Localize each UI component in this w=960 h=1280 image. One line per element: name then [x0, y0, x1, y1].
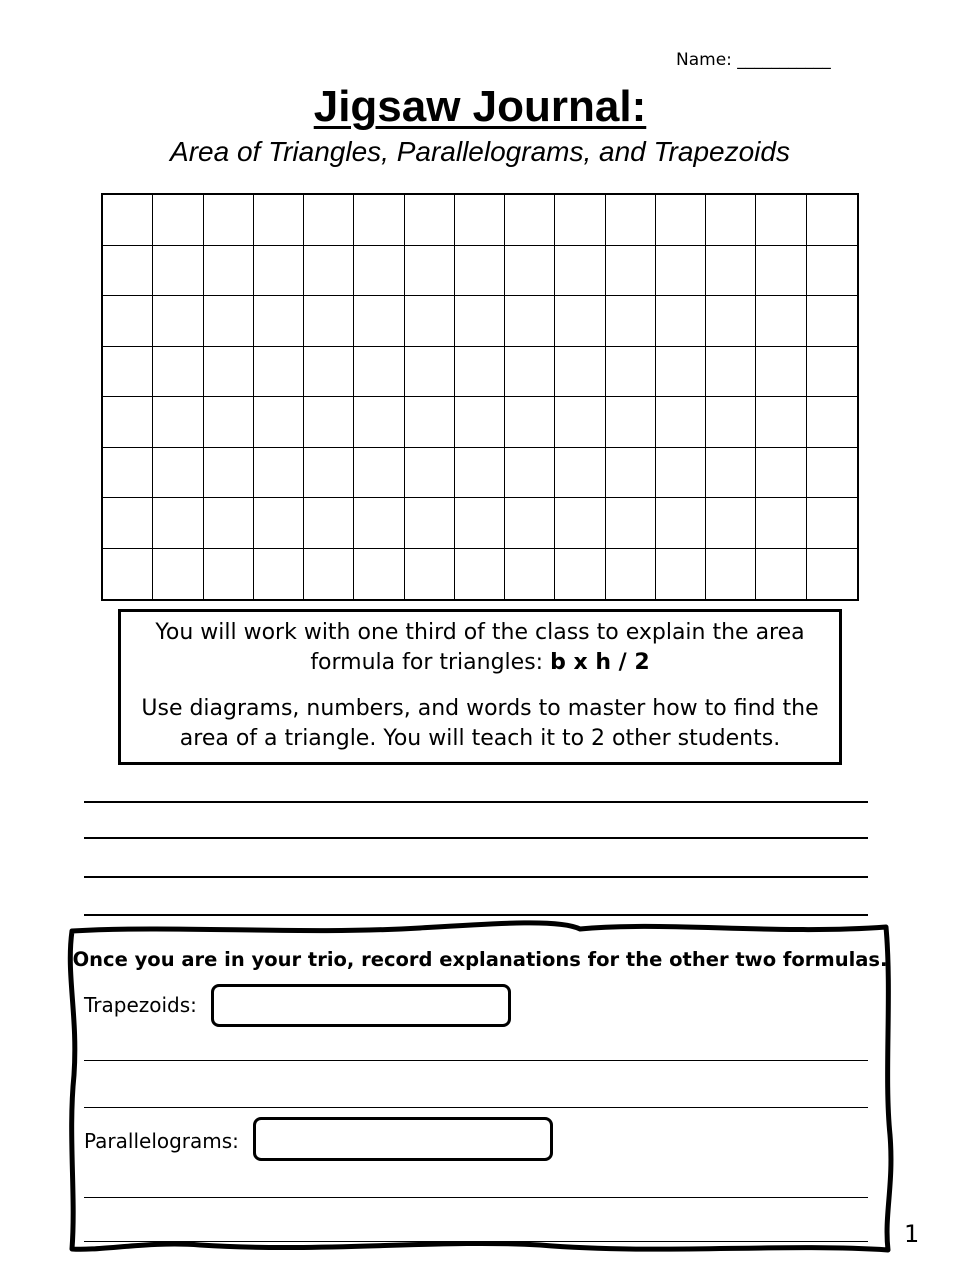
trapezoids-line-1[interactable] [84, 1060, 868, 1061]
grid-cell[interactable] [756, 195, 806, 246]
grid-cell[interactable] [656, 498, 706, 549]
grid-cell[interactable] [354, 549, 404, 600]
grid-cell[interactable] [706, 397, 756, 448]
grid-cell[interactable] [354, 246, 404, 297]
page-number: 1 [904, 1220, 920, 1248]
grid-cell[interactable] [204, 498, 254, 549]
trapezoids-line-2[interactable] [84, 1107, 868, 1108]
grid-cell[interactable] [505, 448, 555, 499]
grid-cell[interactable] [204, 246, 254, 297]
grid-cell[interactable] [606, 296, 656, 347]
grid-cell[interactable] [807, 195, 857, 246]
grid-cell[interactable] [204, 347, 254, 398]
grid-cell[interactable] [304, 246, 354, 297]
triangle-formula: b x h / 2 [550, 650, 650, 675]
grid-cell[interactable] [656, 246, 706, 297]
grid-cell[interactable] [706, 195, 756, 246]
grid-cell[interactable] [807, 549, 857, 600]
grid-cell[interactable] [304, 347, 354, 398]
grid-cell[interactable] [354, 397, 404, 448]
grid-cell[interactable] [706, 448, 756, 499]
grid-cell[interactable] [606, 448, 656, 499]
grid-cell[interactable] [405, 195, 455, 246]
grid-cell[interactable] [455, 448, 505, 499]
answer-line-2[interactable] [84, 837, 868, 839]
grid-cell[interactable] [354, 195, 404, 246]
grid-cell[interactable] [153, 397, 203, 448]
grid-cell[interactable] [405, 448, 455, 499]
grid-cell[interactable] [656, 195, 706, 246]
grid-cell[interactable] [756, 498, 806, 549]
parallelograms-formula-box[interactable] [253, 1117, 553, 1161]
grid-cell[interactable] [153, 448, 203, 499]
grid-cell[interactable] [405, 296, 455, 347]
grid-cell[interactable] [606, 549, 656, 600]
grid-cell[interactable] [103, 549, 153, 600]
grid-cell[interactable] [555, 448, 605, 499]
grid-cell[interactable] [656, 549, 706, 600]
parallelograms-line-2[interactable] [84, 1241, 868, 1242]
grid-cell[interactable] [505, 549, 555, 600]
name-field-label: Name: ___________ [676, 50, 831, 70]
grid-cell[interactable] [555, 397, 605, 448]
grid-cell[interactable] [304, 296, 354, 347]
grid-cell[interactable] [354, 498, 404, 549]
trapezoids-label: Trapezoids: [84, 993, 197, 1017]
grid-cell[interactable] [254, 498, 304, 549]
grid-cell[interactable] [354, 296, 404, 347]
grid-cell[interactable] [254, 549, 304, 600]
grid-cell[interactable] [505, 195, 555, 246]
grid-cell[interactable] [606, 246, 656, 297]
grid-cell[interactable] [254, 397, 304, 448]
grid-cell[interactable] [153, 195, 203, 246]
grid-cell[interactable] [455, 195, 505, 246]
grid-cell[interactable] [555, 246, 605, 297]
grid-cell[interactable] [807, 448, 857, 499]
grid-cell[interactable] [153, 347, 203, 398]
grid-cell[interactable] [153, 296, 203, 347]
grid-cell[interactable] [103, 347, 153, 398]
grid-cell[interactable] [706, 549, 756, 600]
grid-cell[interactable] [204, 195, 254, 246]
grid-cell[interactable] [505, 498, 555, 549]
grid-cell[interactable] [254, 347, 304, 398]
grid-cell[interactable] [756, 448, 806, 499]
grid-cell[interactable] [706, 246, 756, 297]
answer-line-1[interactable] [84, 801, 868, 803]
grid-cell[interactable] [807, 397, 857, 448]
grid-cell[interactable] [354, 347, 404, 398]
page-title: Jigsaw Journal: [313, 82, 647, 131]
grid-cell[interactable] [204, 397, 254, 448]
grid-cell[interactable] [304, 498, 354, 549]
grid-cell[interactable] [304, 397, 354, 448]
grid-cell[interactable] [706, 347, 756, 398]
grid-cell[interactable] [756, 296, 806, 347]
grid-cell[interactable] [807, 246, 857, 297]
grid-cell[interactable] [405, 246, 455, 297]
grid-cell[interactable] [103, 246, 153, 297]
grid-cell[interactable] [405, 347, 455, 398]
grid-cell[interactable] [756, 397, 806, 448]
grid-cell[interactable] [807, 296, 857, 347]
grid-cell[interactable] [455, 498, 505, 549]
grid-cell[interactable] [153, 498, 203, 549]
instructions-paragraph-2: Use diagrams, numbers, and words to master how to find the area of a triangle. You will teach it to 2 other students. [141, 696, 819, 751]
trapezoids-formula-box[interactable] [211, 984, 511, 1027]
grid-cell[interactable] [153, 549, 203, 600]
instructions-text-1: You will work with one third of the class to explain the area formula for triangles: [155, 620, 805, 675]
instructions-box [118, 609, 842, 765]
grid-cell[interactable] [807, 347, 857, 398]
grid-cell[interactable] [706, 296, 756, 347]
grid-cell[interactable] [204, 296, 254, 347]
grid-cell[interactable] [606, 498, 656, 549]
grid-cell[interactable] [103, 195, 153, 246]
grid-cell[interactable] [204, 448, 254, 499]
grid-cell[interactable] [204, 549, 254, 600]
instructions-paragraph-1 [121, 618, 839, 678]
grid-cell[interactable] [807, 498, 857, 549]
grid-cell[interactable] [405, 397, 455, 448]
parallelograms-line-1[interactable] [84, 1197, 868, 1198]
grid-cell[interactable] [505, 397, 555, 448]
grid-cell[interactable] [405, 549, 455, 600]
parallelograms-label: Parallelograms: [84, 1129, 239, 1153]
grid-cell[interactable] [706, 498, 756, 549]
grid-cell[interactable] [606, 397, 656, 448]
grid-cell[interactable] [756, 246, 806, 297]
answer-line-3[interactable] [84, 876, 868, 878]
grid-cell[interactable] [455, 549, 505, 600]
grid-cell[interactable] [304, 448, 354, 499]
grid-cell[interactable] [606, 195, 656, 246]
grid-cell[interactable] [405, 498, 455, 549]
grid-cell[interactable] [254, 296, 304, 347]
grid-cell[interactable] [455, 397, 505, 448]
trio-heading: Once you are in your trio, record explanations for the other two formulas. [72, 948, 888, 971]
grid-cell[interactable] [656, 347, 706, 398]
grid-cell[interactable] [304, 549, 354, 600]
grid-cell[interactable] [103, 498, 153, 549]
grid-cell[interactable] [756, 549, 806, 600]
grid-cell[interactable] [756, 347, 806, 398]
grid-cell[interactable] [103, 397, 153, 448]
grid-cell[interactable] [555, 195, 605, 246]
grid-cell[interactable] [505, 347, 555, 398]
grid-cell[interactable] [455, 296, 505, 347]
graph-paper-grid[interactable] [101, 193, 859, 601]
grid-cell[interactable] [555, 498, 605, 549]
page-subtitle: Area of Triangles, Parallelograms, and Trapezoids [170, 136, 790, 167]
grid-cell[interactable] [153, 246, 203, 297]
grid-cell[interactable] [505, 246, 555, 297]
grid-cell[interactable] [555, 296, 605, 347]
grid-cell[interactable] [254, 195, 304, 246]
grid-cell[interactable] [304, 195, 354, 246]
grid-cell[interactable] [254, 448, 304, 499]
grid-cell[interactable] [103, 296, 153, 347]
grid-cell[interactable] [103, 448, 153, 499]
grid-cell[interactable] [555, 549, 605, 600]
grid-cell[interactable] [354, 448, 404, 499]
grid-cell[interactable] [455, 246, 505, 297]
grid-cell[interactable] [656, 397, 706, 448]
grid-cell[interactable] [254, 246, 304, 297]
grid-cell[interactable] [656, 448, 706, 499]
grid-cell[interactable] [555, 347, 605, 398]
grid-cell[interactable] [505, 296, 555, 347]
grid-cell[interactable] [656, 296, 706, 347]
grid-cell[interactable] [606, 347, 656, 398]
grid-cell[interactable] [455, 347, 505, 398]
